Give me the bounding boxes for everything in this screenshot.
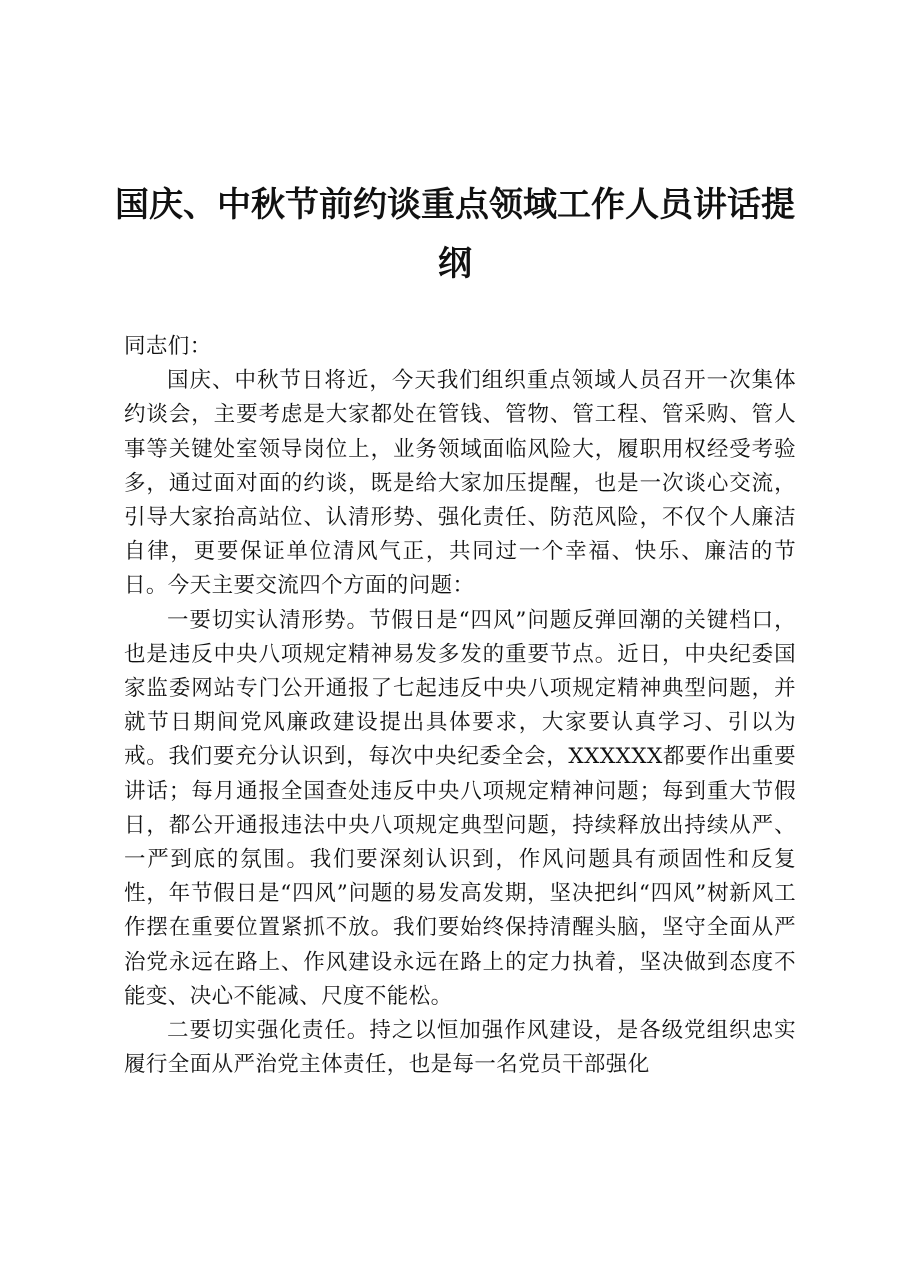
paragraph-responsibility: 二要切实强化责任。持之以恒加强作风建设，是各级党组织忠实履行全面从严治党主体责任，也是每一名党员干部强化 (124, 1018, 796, 1078)
document-body (124, 330, 796, 1082)
paragraph-intro: 国庆、中秋节日将近，今天我们组织重点领域人员召开一次集体约谈会，主要考虑是大家都处在管钱、管物、管工程、管采购、管人事等关键处室领导岗位上，业务领域面临风险大，履职用权经受考验多，通过面对面的约谈，既是给大家加压提醒，也是一次谈心交流，引导大家抬高站位、认清形势、强化责任、防范风险，不仅个人廉洁自律，更要保证单位清风气正，共同过一个幸福、快乐、廉洁的节日。今天主要交流四个方面的问题： (124, 368, 796, 599)
document-title: 国庆、中秋节前约谈重点领域工作人员讲话提纲 (115, 185, 795, 284)
salutation: 同志们： (124, 334, 212, 359)
paragraph-situation: 一要切实认清形势。节假日是“四风”问题反弹回潮的关键档口，也是违反中央八项规定精神易发多发的重要节点。近日，中央纪委国家监委网站专门公开通报了七起违反中央八项规定精神典型问题，并就节日期间党风廉政建设提出具体要求，大家要认真学习、引以为戒。我们要充分认识到，每次中央纪委全会，XXXXXX都要作出重要讲话；每月通报全国查处违反中央八项规定精神问题；每到重大节假日，都公开通报违法中央八项规定典型问题，持续释放出持续从严、一严到底的氛围。我们要深刻认识到，作风问题具有顽固性和反复性，年节假日是“四风”问题的易发高发期，坚决把纠“四风”树新风工作摆在重要位置紧抓不放。我们要始终保持清醒头脑，坚守全面从严治党永远在路上、作风建设永远在路上的定力执着，坚决做到态度不能变、决心不能减、尺度不能松。 (124, 607, 796, 1009)
